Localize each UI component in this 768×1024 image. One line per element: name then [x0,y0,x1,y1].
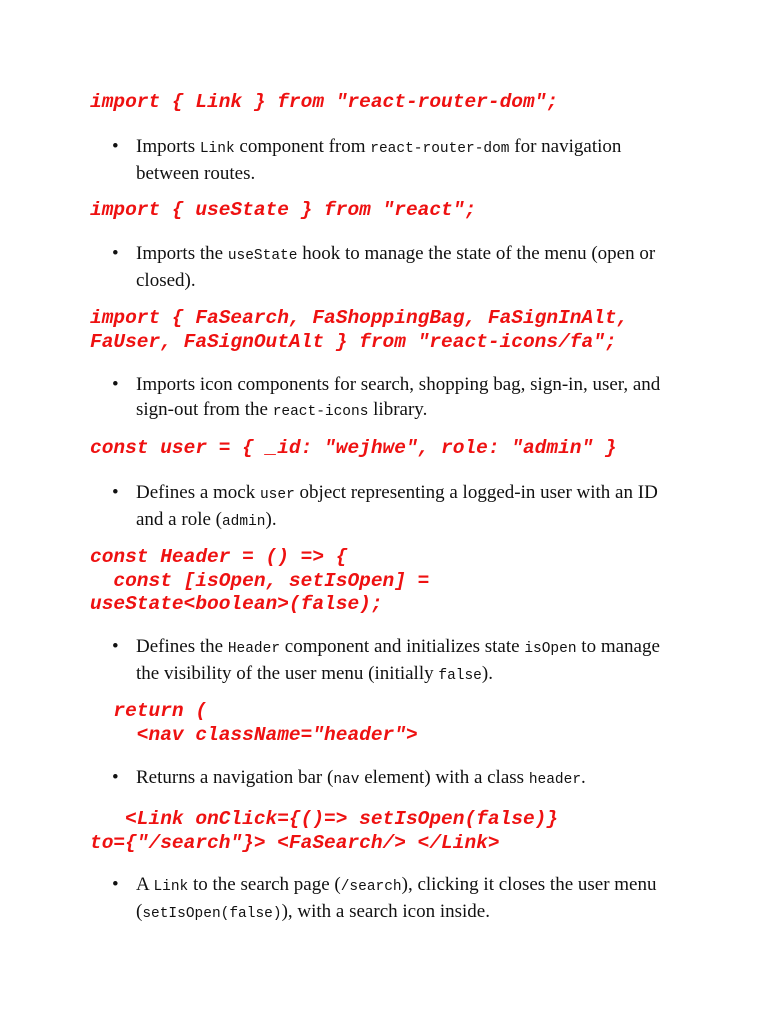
code-line: const Header = () => { const [isOpen, setIsOpen] = useState<boolean>(false); [90,546,430,615]
text-run: hook to manage the state of the menu (open or closed). [136,243,656,291]
bullet-dot: • [112,243,119,264]
code-line: <Link onClick={()=> setIsOpen(false)} to={"/search"}> <FaSearch/> </Link> [90,808,559,854]
code-line: const user = { _id: "wejhwe", role: "admin" } [90,437,617,459]
inline-code: false [438,667,482,684]
inline-code: setIsOpen(false) [142,905,282,922]
bullet-dot: • [112,874,119,895]
bullet-dot: • [112,136,119,157]
text-run: Defines the [136,636,228,657]
explanation-bullet [112,242,672,293]
text-run: ), clicking it closes the user menu ( [136,874,657,922]
bullet-text [136,873,672,926]
bullet-dot: • [112,374,119,395]
bullet-dot: • [112,636,119,657]
bullet-text [136,766,672,793]
code-line: import { FaSearch, FaShoppingBag, FaSignInAlt, FaUser, FaSignOutAlt } from "react-icons/fa"; [90,307,629,353]
text-run: ), with a search icon inside. [281,900,490,922]
bullet-dot: • [112,767,119,788]
inline-code: useState [227,248,298,264]
text-run: Imports the [136,243,228,264]
text-run: A [136,874,154,895]
inline-code: react-router-dom [370,141,510,157]
text-run: element) with a class [359,767,529,788]
code-line: import { useState } from "react"; [90,199,477,221]
explanation-bullet [112,135,672,186]
inline-code: admin [221,513,266,530]
text-run: Defines a mock [136,482,260,503]
text-run: to the search page ( [188,874,341,895]
code-line: import { Link } from "react-router-dom"; [90,91,559,113]
inline-code: header [528,772,582,788]
explanation-bullet [112,373,672,424]
explanation-bullet [112,635,672,688]
inline-code: nav [333,772,360,788]
text-run: for navigation between routes. [136,136,622,184]
bullet-text [136,135,672,186]
code-line: return ( <nav className="header"> [113,700,418,746]
inline-code: Link [153,879,189,895]
text-run: object representing a logged-in user with an ID and a role ( [136,482,658,530]
text-run: Returns a navigation bar ( [136,767,334,788]
inline-code: Link [199,141,235,157]
text-run: Imports [136,136,200,157]
explanation-bullet [112,766,672,793]
text-run: component and initializes state [280,636,525,657]
text-run: to manage the visibility of the user menu (initially [136,636,660,684]
text-run: ). [481,662,493,684]
text-run: component from [234,136,371,157]
text-run: Imports icon components for search, shopping bag, sign-in, user, and sign-out from the [136,374,661,420]
explanation-bullet [112,481,672,534]
explanation-bullet [112,873,672,926]
bullet-text [136,481,672,534]
text-run: ). [265,508,277,530]
inline-code: react-icons [272,403,369,420]
bullet-dot: • [112,482,119,503]
text-run: library. [368,398,428,420]
inline-code: user [259,487,295,503]
inline-code: /search [340,879,402,895]
bullet-text [136,635,672,688]
bullet-text [136,373,672,424]
text-run: . [581,767,586,788]
bullet-text [136,242,672,293]
inline-code: Header [227,641,281,657]
inline-code: isOpen [524,641,577,657]
